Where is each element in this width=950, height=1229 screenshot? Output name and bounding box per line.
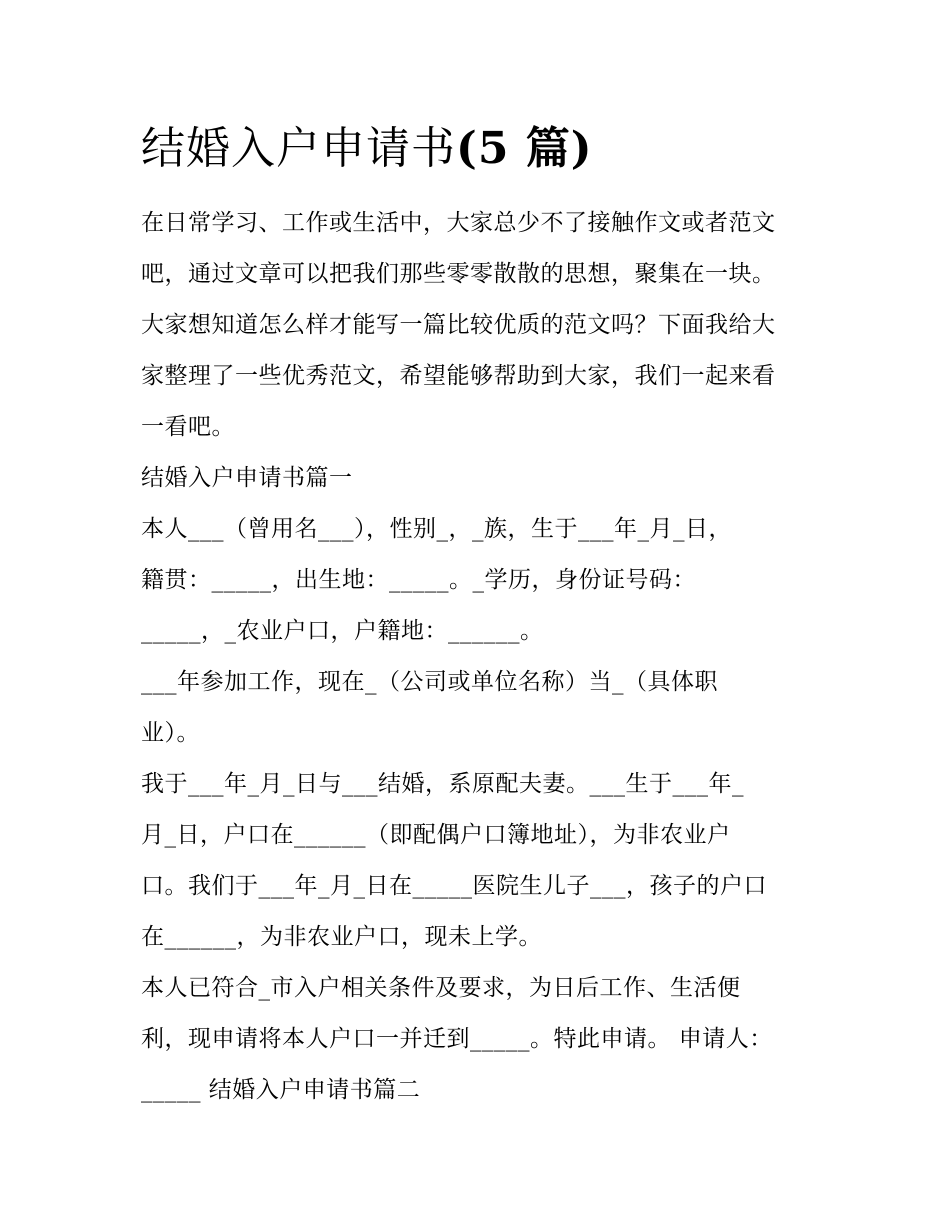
paragraph-line: 家整理了一些优秀范文，希望能够帮助到大家，我们一起来看 (141, 363, 776, 389)
paragraph-line: 口。我们于___年_月_日在_____医院生儿子___，孩子的户口 (141, 873, 767, 899)
paragraph-line: _____，_农业户口，户籍地：______。 (141, 618, 544, 644)
paragraph-line: 本人___（曾用名___），性别_，_族，生于___年_月_日， (141, 516, 732, 542)
paragraph-line: 吧，通过文章可以把我们那些零零散散的思想，聚集在一块。 (141, 261, 776, 287)
paragraph-line: 在日常学习、工作或生活中，大家总少不了接触作文或者范文 (141, 210, 776, 236)
paragraph-line: _____ 结婚入户申请书篇二 (141, 1077, 421, 1103)
document-title (141, 100, 821, 198)
paragraph-line: 业）。 (141, 720, 200, 746)
section-heading-text: 结婚入户申请书篇一 (141, 465, 353, 491)
employment-paragraph (141, 657, 821, 759)
paragraph-line: 利，现申请将本人户口一并迁到_____。特此申请。 申请人： (141, 1026, 773, 1052)
paragraph-line: 月_日，户口在______（即配偶户口簿地址），为非农业户 (141, 822, 731, 848)
title-text: 结婚入户申请书 (141, 123, 456, 174)
paragraph-line: ___年参加工作，现在_（公司或单位名称）当_（具体职 (141, 669, 718, 695)
paragraph-line: 我于___年_月_日与___结婚，系原配夫妻。___生于___年_ (141, 771, 744, 797)
paragraph-line: 在______，为非农业户口，现未上学。 (141, 924, 542, 950)
application-paragraph (141, 963, 821, 1116)
paragraph-line: 大家想知道怎么样才能写一篇比较优质的范文吗？下面我给大 (141, 312, 776, 338)
paragraph-line: 一看吧。 (141, 414, 235, 440)
section-heading-one (141, 453, 821, 504)
paragraph-line: 籍贯：_____，出生地：_____。_学历，身份证号码： (141, 567, 696, 593)
paragraph-line: 本人已符合_市入户相关条件及要求，为日后工作、生活便 (141, 975, 741, 1001)
marriage-paragraph (141, 759, 821, 963)
personal-info-paragraph (141, 504, 821, 657)
document-body (141, 100, 821, 1116)
title-count: (5 篇) (456, 123, 593, 174)
intro-paragraph (141, 198, 821, 453)
